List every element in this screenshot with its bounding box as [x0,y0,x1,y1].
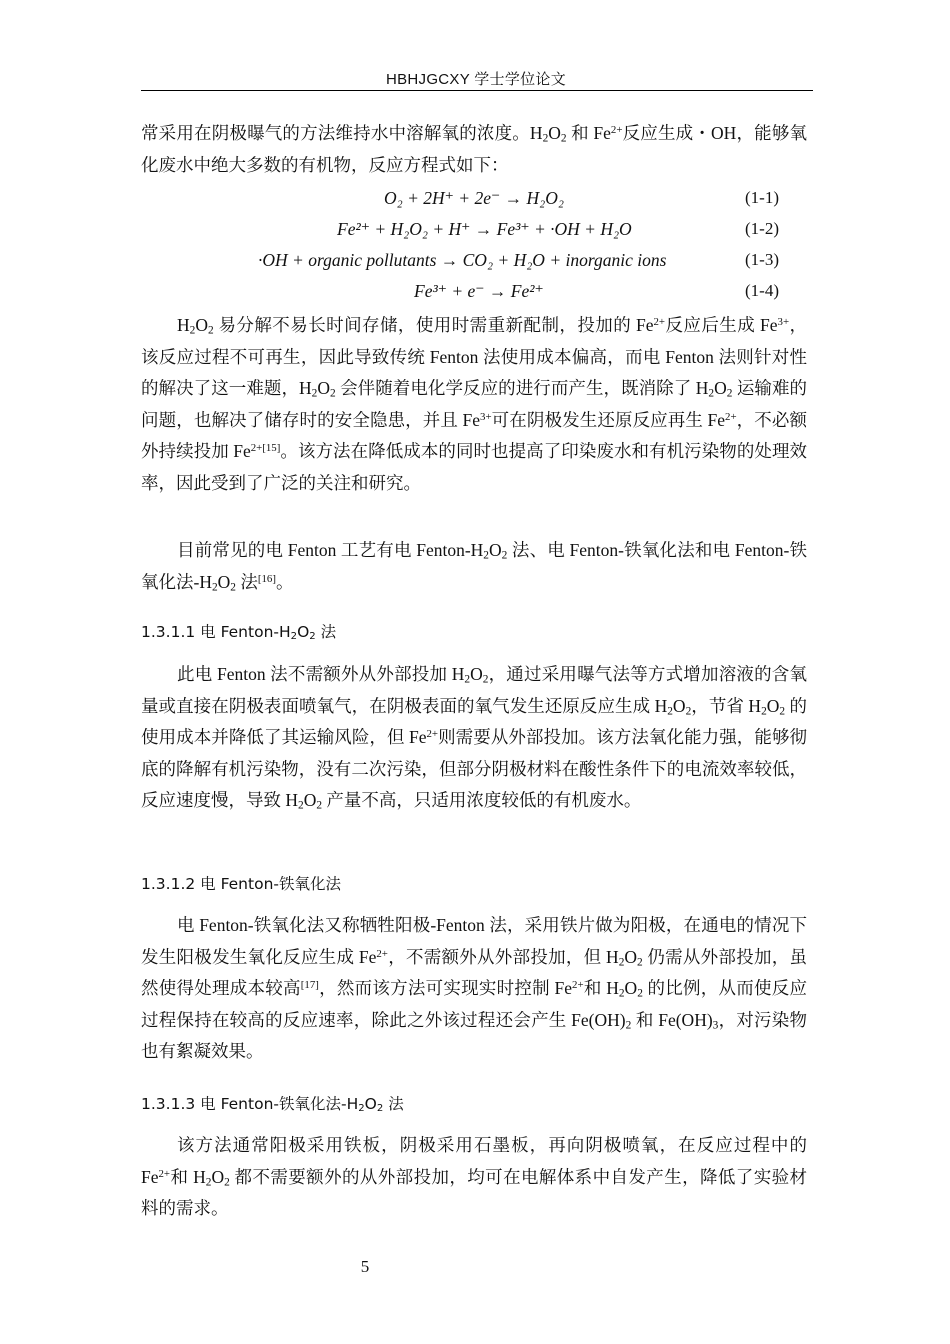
running-header: HBHJGCXY 学士学位论文 [385,71,567,88]
paragraph-section-2: 电 Fenton-铁氧化法又称牺牲阳极-Fenton 法，采用铁片做为阳极，在通电的情况下发生阳极发生氧化反应生成 $Fe^{2+}$，不需额外从外部投加，但 $H_2O_2$ 仍需从外部投加，虽然使得处理成本较高[17]，然而该方法可实现实时控制 $Fe^{2+}$和 $H_2O_2$ 的比例，从而使反应过程保持在较高的反应速率，除此之外该过程还会产生 $Fe(OH)_2$ 和 $Fe(OH)_3$，对污染物也有絮凝效果。 [141,915,808,1061]
paragraph-h2o2-storage: $H_2O_2$ 易分解不易长时间存储，使用时需重新配制，投加的 $Fe^{2+}$反应后生成 $Fe^{3+}$，该反应过程不可再生，因此导致传统 Fenton 法使用成本偏高，而电 Fenton 法则针对性的解决了这一难题，$H_2O_2$ 会伴随着电化学反应的进行而产生，既消除了 $H_2O_2$ 运输难的问题，也解决了储存时的安全隐患，并且 $Fe^{3+}$可在阴极发生还原反应再生 $Fe^{2+}$，不必额外持续投加 $Fe^{2+[15]}$。该方法在降低成本的同时也提高了印染废水和有机污染物的处理效率，因此受到了广泛的关注和研究。 [141,315,808,493]
paragraph-section-3: 该方法通常阳极采用铁板，阴极采用石墨板，再向阴极喷氧，在反应过程中的 $Fe^{2+}$和 $H_2O_2$ 都不需要额外的从外部投加，均可在电解体系中自发产生，降低了实验材料的需求。 [141,1135,807,1218]
paragraph-common-processes: 目前常见的电 Fenton 工艺有电 Fenton-$H_2O_2$ 法、电 Fenton-铁氧化法和电 Fenton-铁氧化法$-H_2O_2$ 法[16]。 [141,540,807,593]
page-number: 5 [360,1257,370,1276]
equation-1-3: ·OH + organic pollutants → CO₂ + H₂O + inorganic ions [258,250,667,270]
paragraph-section-1: 此电 Fenton 法不需额外从外部投加 $H_2O_2$，通过采用曝气法等方式增加溶液的含氧量或直接在阴极表面喷氧气，在阴极表面的氧气发生还原反应生成 $H_2O_2$，节省 $H_2O_2$ 的使用成本并降低了其运输风险，但 $Fe^{2+}$则需要从外部投加。该方法氧化能力强，能够彻底的降解有机污染物，没有二次污染，但部分阴极材料在酸性条件下的电流效率较低，反应速度慢，导致 $H_2O_2$ 产量不高，只适用浓度较低的有机废水。 [141,664,808,812]
equation-1-2: Fe²⁺ + H₂O₂ + H⁺ → Fe³⁺ + ·OH + H₂O [337,219,632,239]
section-heading-1-3-1-2: 1.3.1.2 电 Fenton-铁氧化法 [141,875,341,893]
paragraph-intro: 常采用在阴极曝气的方法维持水中溶解氧的浓度。$H_2O_2$ 和 $Fe^{2+}$反应生成・OH，能够氧化废水中绝大多数的有机物，反应方程式如下： [141,123,808,175]
equation-1-1: O₂ + 2H⁺ + 2e⁻ → H₂O₂ [384,188,564,208]
equation-number: (1-2) [745,219,779,238]
section-heading-1-3-1-3: 1.3.1.3 电 Fenton-铁氧化法$-H_2O_2$ 法 [141,1095,404,1114]
header-rule [141,90,813,91]
equation-number: (1-3) [745,250,779,269]
equation-number: (1-4) [745,281,779,300]
equation-1-4: Fe³⁺ + e⁻ → Fe²⁺ [414,281,544,301]
equation-number: (1-1) [745,188,779,207]
section-heading-1-3-1-1: 1.3.1.1 电 Fenton-$H_2O_2$ 法 [141,623,337,642]
